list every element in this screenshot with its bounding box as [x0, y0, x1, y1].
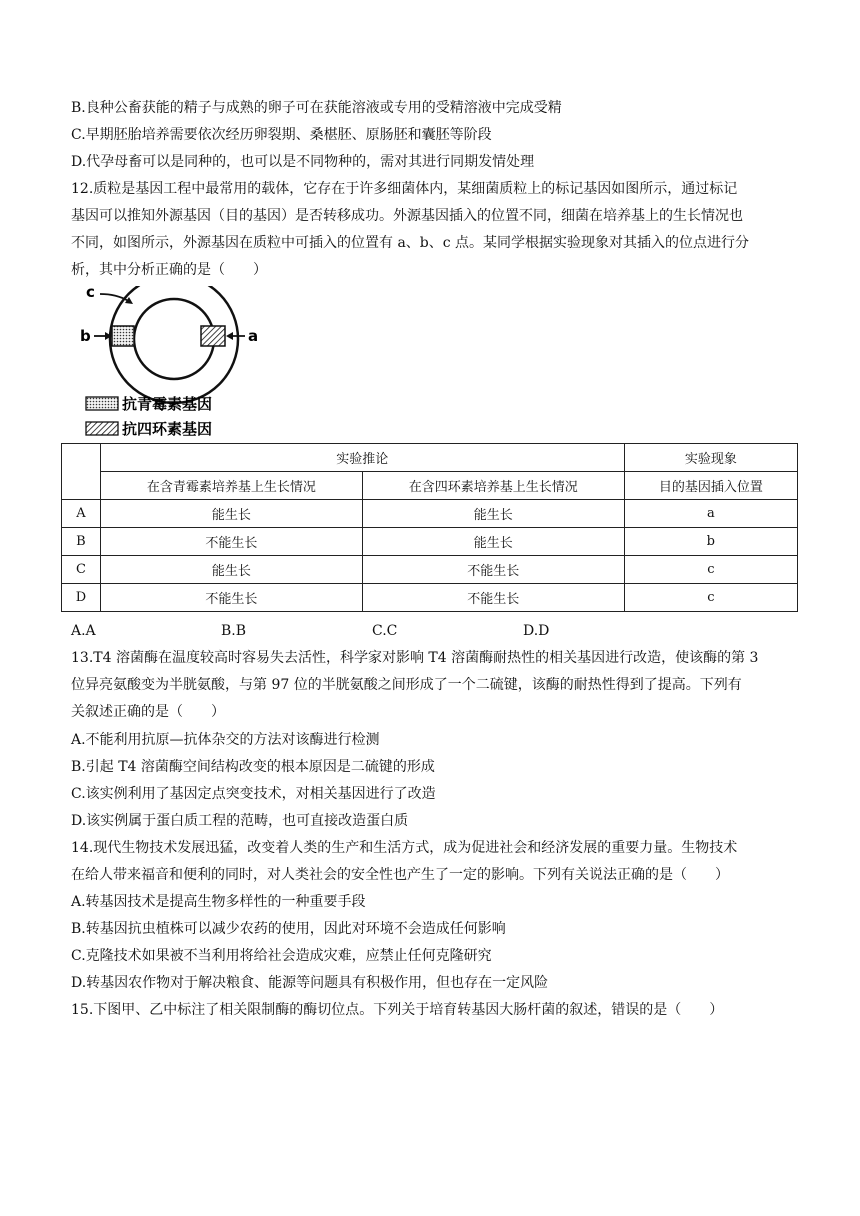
row-tetracycline: 不能生长	[362, 584, 624, 612]
header-tetracycline: 在含四环素培养基上生长情况	[362, 472, 624, 500]
row-penicillin: 不能生长	[100, 584, 362, 612]
q13-option-b: B.引起 T4 溶菌酶空间结构改变的根本原因是二硫键的形成	[71, 759, 435, 775]
q13-stem-line-2: 位异亮氨酸变为半胱氨酸，与第 97 位的半胱氨酸之间形成了一个二硫键，该酶的耐热性得到了提高。下列有	[71, 677, 742, 693]
experiment-table	[61, 443, 798, 612]
q12-stem-line-1: 12.质粒是基因工程中最常用的载体，它存在于许多细菌体内，某细菌质粒上的标记基因如图所示，通过标记	[71, 181, 738, 197]
q11-option-c: C.早期胚胎培养需要依次经历卵裂期、桑椹胚、原肠胚和囊胚等阶段	[71, 127, 492, 143]
q12-options	[71, 621, 671, 641]
table-row	[62, 584, 798, 612]
tetracycline-resistance-gene-segment	[201, 326, 225, 346]
row-tetracycline: 能生长	[362, 528, 624, 556]
row-position: c	[624, 584, 797, 612]
legend-penicillin-label: 抗青霉素基因	[122, 395, 213, 413]
header-inference: 实验推论	[100, 444, 624, 472]
q12-stem-line-2: 基因可以推知外源基因（目的基因）是否转移成功。外源基因插入的位置不同，细菌在培养基上的生长情况也	[71, 208, 743, 224]
row-tetracycline: 不能生长	[362, 556, 624, 584]
row-penicillin: 能生长	[100, 500, 362, 528]
q13-option-c: C.该实例利用了基因定点突变技术，对相关基因进行了改造	[71, 786, 436, 802]
row-position: c	[624, 556, 797, 584]
table-header-row-1	[62, 444, 798, 472]
table-row	[62, 500, 798, 528]
q13-option-a: A.不能利用抗原—抗体杂交的方法对该酶进行检测	[71, 732, 380, 748]
row-tetracycline: 能生长	[362, 500, 624, 528]
row-option: D	[62, 584, 101, 612]
row-option: B	[62, 528, 101, 556]
q14-option-b: B.转基因抗虫植株可以减少农药的使用，因此对环境不会造成任何影响	[71, 921, 506, 937]
table-row	[62, 556, 798, 584]
legend-tetracycline-swatch	[86, 422, 118, 435]
row-option: C	[62, 556, 101, 584]
q11-option-d: D.代孕母畜可以是同种的，也可以是不同物种的，需对其进行同期发情处理	[71, 154, 535, 170]
label-c: c	[86, 286, 95, 301]
q14-option-a: A.转基因技术是提高生物多样性的一种重要手段	[71, 894, 366, 910]
q11-option-b: B.良种公畜获能的精子与成熟的卵子可在获能溶液或专用的受精溶液中完成受精	[71, 100, 562, 116]
label-a: a	[248, 327, 259, 345]
q13-stem-line-3: 关叙述正确的是（ ）	[71, 704, 225, 720]
table-corner-cell	[62, 444, 101, 500]
q14-option-d: D.转基因农作物对于解决粮食、能源等问题具有积极作用，但也存在一定风险	[71, 975, 549, 991]
table-header-row-2	[62, 472, 798, 500]
row-position: a	[624, 500, 797, 528]
q14-option-c: C.克隆技术如果被不当利用将给社会造成灾难，应禁止任何克隆研究	[71, 948, 492, 964]
header-phenomenon: 实验现象	[624, 444, 797, 472]
q14-stem-line-2: 在给人带来福音和便利的同时，对人类社会的安全性也产生了一定的影响。下列有关说法正确的是（ ）	[71, 867, 729, 883]
penicillin-resistance-gene-segment	[112, 326, 134, 346]
arrow-a	[226, 332, 245, 340]
table-row	[62, 528, 798, 556]
row-option: A	[62, 500, 101, 528]
q13-option-d: D.该实例属于蛋白质工程的范畴，也可直接改造蛋白质	[71, 813, 409, 829]
q12-stem-line-3: 不同，如图所示，外源基因在质粒中可插入的位置有 a、b、c 点。某同学根据实验现象对其插入的位点进行分	[71, 235, 750, 251]
q12-option-b: B.B	[221, 623, 247, 639]
q13-stem-line-1: 13.T4 溶菌酶在温度较高时容易失去活性，科学家对影响 T4 溶菌酶耐热性的相关基因进行改造，使该酶的第 3	[71, 650, 759, 666]
row-penicillin: 能生长	[100, 556, 362, 584]
q12-stem-line-4: 析，其中分析正确的是（ ）	[71, 262, 267, 278]
row-position: b	[624, 528, 797, 556]
q14-stem-line-1: 14.现代生物技术发展迅猛，改变着人类的生产和生活方式，成为促进社会和经济发展的重要力量。生物技术	[71, 840, 738, 856]
q12-option-d: D.D	[523, 623, 550, 639]
legend-penicillin-swatch	[86, 397, 118, 410]
legend-tetracycline-label: 抗四环素基因	[122, 420, 213, 438]
label-b: b	[80, 327, 91, 345]
q15-stem-line-1: 15.下图甲、乙中标注了相关限制酶的酶切位点。下列关于培育转基因大肠杆菌的叙述，错误的是（ ）	[71, 1002, 724, 1018]
header-insertion-position: 目的基因插入位置	[624, 472, 797, 500]
q12-option-a: A.A	[71, 623, 96, 639]
plasmid-figure	[80, 286, 270, 444]
header-penicillin: 在含青霉素培养基上生长情况	[100, 472, 362, 500]
row-penicillin: 不能生长	[100, 528, 362, 556]
q12-option-c: C.C	[372, 623, 398, 639]
